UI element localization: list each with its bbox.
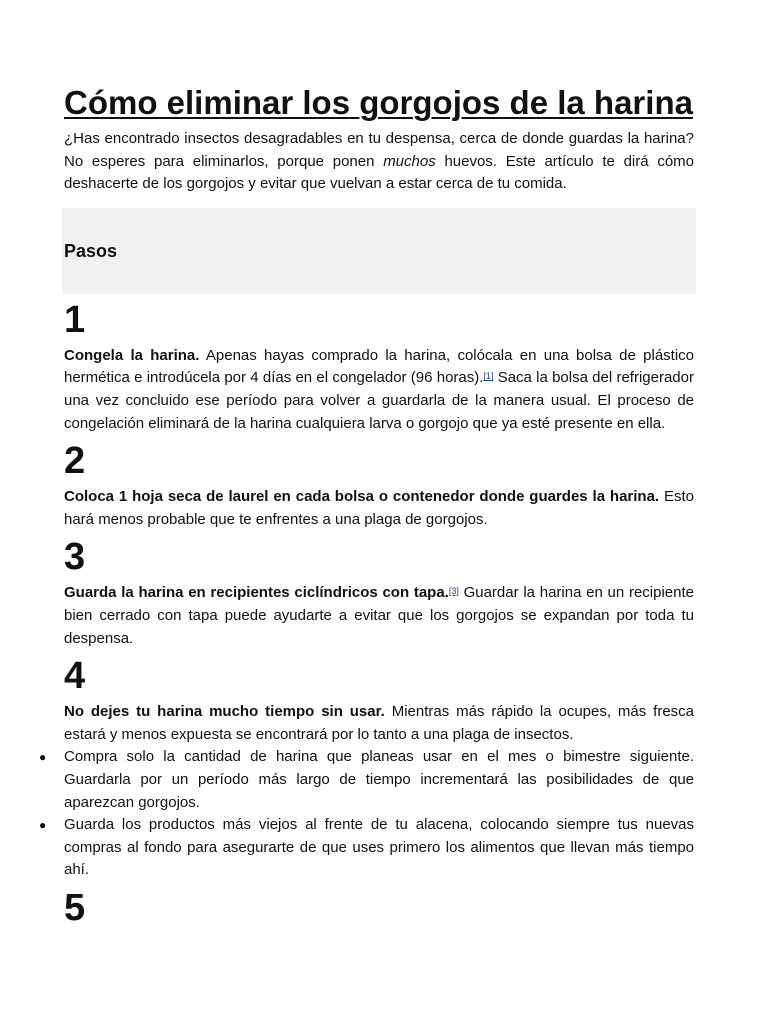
step-3-body: Guardar la harina en un recipiente bien cerrado con tapa puede ayudarte a evitar que los gorgojos se expandan por toda tu despensa. (64, 584, 694, 647)
intro-text: ¿Has encontrado insectos desagradables en tu despensa, cerca de donde guardas la harina? No esperes para eliminarlos, porque ponen (64, 130, 694, 170)
section-title: Pasos (64, 240, 118, 261)
bullet-icon: ● (39, 818, 47, 833)
step-number: 5 (64, 886, 86, 929)
step-4-body: Mientras más rápido la ocupes, más fresca estará y menos expuesta se encontrará por lo tanto a una plaga de insectos. (64, 703, 695, 743)
step-3-text (64, 582, 694, 650)
intro-emphasis: muchos (383, 152, 436, 170)
article (39, 84, 695, 933)
step-4-heading: No dejes tu harina mucho tiempo sin usar. (64, 703, 385, 721)
step-3-heading: Guarda la harina en recipientes ciclíndricos con tapa. (64, 584, 449, 602)
reference-link[interactable]: [1] (483, 371, 494, 382)
step-2-body: Esto hará menos probable que te enfrentes a una plaga de gorgojos. (64, 488, 695, 528)
step-2-heading: Coloca 1 hoja seca de laurel en cada bolsa o contenedor donde guardes la harina. (64, 488, 660, 506)
step-1-text (64, 345, 694, 435)
list-item-text: Guarda los productos más viejos al frente de tu alacena, colocando siempre tus nuevas compras al fondo para asegurarte de que uses primero los alimentos que llevan más tiempo ahí. (64, 816, 694, 879)
list-item-text: Compra solo la cantidad de harina que planeas usar en el mes o bimestre siguiente. Guardarla por un período más largo de tiempo incrementará las posibilidades de que aparezcan gorgojos. (64, 748, 694, 811)
step-4-bullet-list (39, 746, 694, 882)
step-number: 2 (64, 440, 86, 483)
step-1-heading: Congela la harina. (64, 346, 200, 364)
list-item (39, 814, 694, 882)
step-1-body: Apenas hayas comprado la harina, colócala en una bolsa de plástico hermética e introdúcela por 4 días en el congelador (96 horas). (64, 346, 694, 387)
article-title: Cómo eliminar los gorgojos de la harina (64, 84, 693, 121)
intro-text-end: huevos. Este artículo te dirá cómo deshacerte de los gorgojos y evitar que vuelvan a estar cerca de tu comida. (64, 152, 695, 193)
intro-paragraph (64, 128, 694, 196)
bullet-icon: ● (39, 750, 47, 765)
list-item (39, 746, 694, 814)
step-1-body-end: Saca la bolsa del refrigerador una vez concluido ese período para volver a guardarla de la manera usual. El proceso de congelación eliminará de la harina cualquiera larva o gorgojo que ya esté presente en ella. (64, 369, 694, 432)
reference-link[interactable]: [3] (448, 586, 459, 597)
step-number: 1 (64, 298, 86, 341)
section-header-band (62, 208, 696, 294)
step-2-text (64, 486, 694, 531)
step-number: 3 (64, 536, 86, 579)
step-number: 4 (64, 655, 86, 698)
step-4-text (64, 701, 694, 746)
